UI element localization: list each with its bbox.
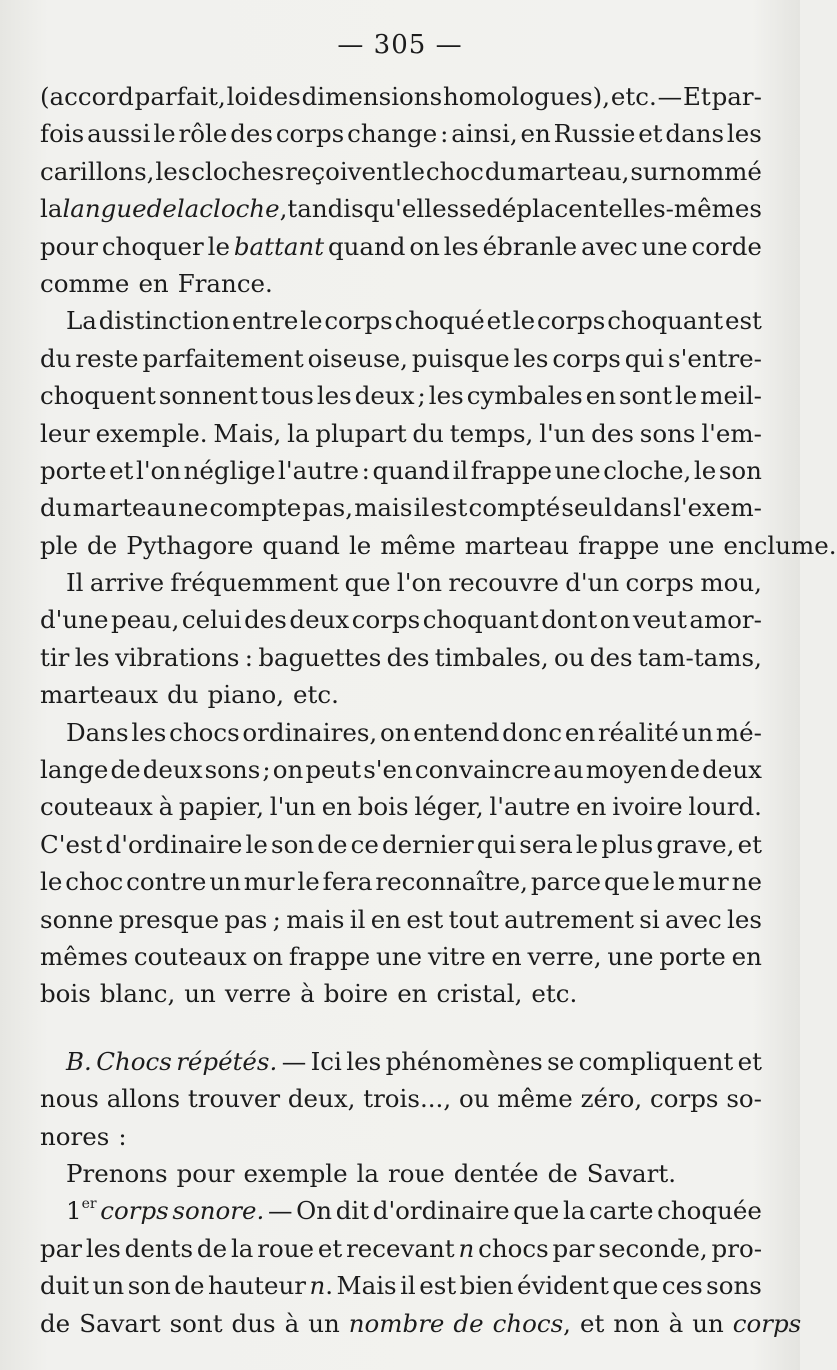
paragraph [40, 714, 762, 1013]
text-line: La distinction entre le corps choqué et le corps choquant est [66, 306, 762, 336]
text-line: fois aussi le rôle des corps change : ainsi, en Russie et dans les [40, 119, 762, 149]
text-line: Prenons pour exemple la roue dentée de Savart. [66, 1158, 676, 1188]
text-line: nous allons trouver deux, trois..., ou même zéro, corps so- [40, 1084, 762, 1114]
text-line: tir les vibrations : baguettes des timbales, ou des tam-tams, [40, 642, 762, 672]
page-number: — 305 — [337, 30, 463, 60]
text-line: nores : [40, 1121, 127, 1151]
text-line: d'une peau, celui des deux corps choquant dont on veut amor- [40, 605, 762, 635]
paragraph [40, 1192, 802, 1342]
body-text [40, 78, 837, 1342]
paragraph [40, 302, 837, 564]
text-line: choquent sonnent tous les deux ; les cymbales en sont le meil- [40, 381, 762, 411]
text-line: (accord parfait, loi des dimensions homologues), etc. — Et par- [40, 82, 762, 111]
paragraph [40, 78, 762, 302]
paragraph [40, 1043, 762, 1155]
text-line: du reste parfaitement oiseuse, puisque les corps qui s'entre- [40, 343, 762, 373]
text-line: B. Chocs répétés. — Ici les phénomènes se compliquent et [66, 1046, 762, 1076]
text-line: bois blanc, un verre à boire en cristal, etc. [40, 979, 578, 1009]
text-line: par les dents de la roue et recevant n chocs par seconde, pro- [40, 1233, 762, 1263]
text-line: porte et l'on néglige l'autre : quand il frappe une cloche, le son [40, 455, 762, 485]
text-line: comme en France. [40, 268, 273, 298]
paragraph [40, 564, 762, 714]
paragraph [40, 1155, 762, 1192]
text-line: ple de Pythagore quand le même marteau frappe une enclume. [40, 530, 837, 560]
text-line: marteaux du piano, etc. [40, 680, 339, 710]
text-line: duit un son de hauteur n. Mais il est bien évident que ces sons [40, 1271, 762, 1301]
text-line: sonne presque pas ; mais il en est tout autrement si avec les [40, 904, 762, 934]
text-line: Il arrive fréquemment que l'on recouvre d'un corps mou, [66, 568, 762, 598]
text-line: le choc contre un mur le fera reconnaître, parce que le mur ne [40, 867, 762, 897]
text-line: du marteau ne compte pas, mais il est compté seul dans l'exem- [40, 493, 762, 523]
text-line: carillons, les cloches reçoivent le choc du marteau, surnommé [40, 156, 762, 186]
text-line: lange de deux sons ; on peut s'en convaincre au moyen de deux [40, 755, 762, 785]
text-line: de Savart sont dus à un nombre de chocs, et non à un corps [40, 1308, 802, 1338]
section-gap [40, 1013, 762, 1043]
text-line: 1er corps sonore. — On dit d'ordinaire que la carte choquée [66, 1196, 762, 1226]
text-line: la langue de la cloche, tandis qu'elles se déplacent elles-mêmes [40, 194, 762, 224]
text-line: leur exemple. Mais, la plupart du temps, l'un des sons l'em- [40, 418, 762, 448]
text-line: couteaux à papier, l'un en bois léger, l'autre en ivoire lourd. [40, 792, 762, 822]
text-line: Dans les chocs ordinaires, on entend donc en réalité un mé- [66, 717, 762, 747]
text-line: C'est d'ordinaire le son de ce dernier qui sera le plus grave, et [40, 829, 762, 859]
text-line: pour choquer le battant quand on les ébranle avec une corde [40, 231, 762, 261]
text-line: mêmes couteaux on frappe une vitre en verre, une porte en [40, 941, 762, 971]
